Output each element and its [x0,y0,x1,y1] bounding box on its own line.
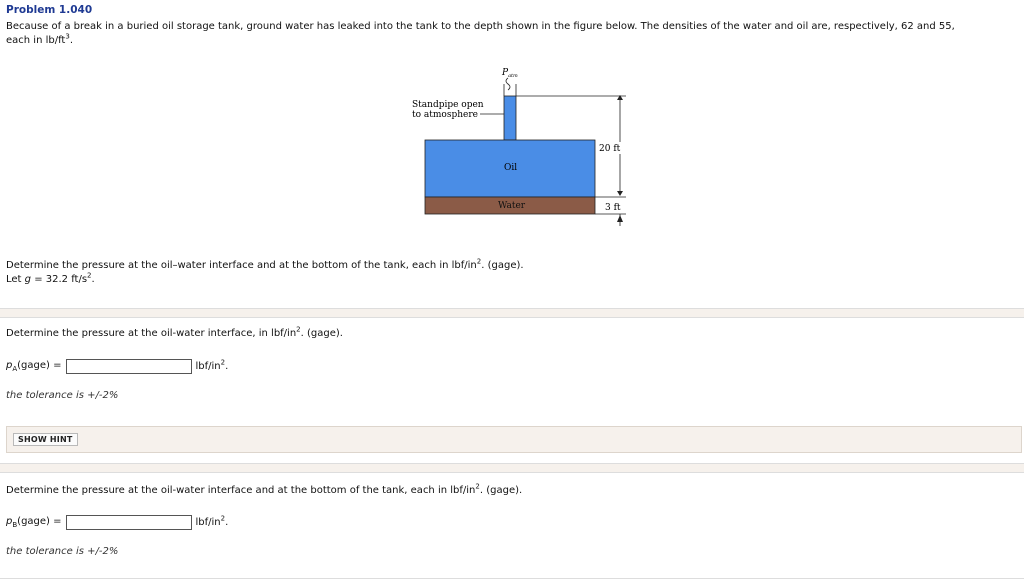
part-a-question: Determine the pressure at the oil-water interface, in lbf/$in^2$. (gage). [6,325,343,339]
part-a-answer-input[interactable] [66,359,192,374]
hint-bar [6,426,1022,453]
dim-total-label: 20 ft [599,144,621,154]
intro-line1: Because of a break in a buried oil storage tank, ground water has leaked into the tank to the depth shown in the figure below. The densities of the water and oil are, respectively, 62 and 55, [6,21,955,32]
part-a-tolerance: the tolerance is +/-2% [6,390,119,401]
water-label: Water [498,201,526,211]
part-a-unit: lbf/$in^2$. [195,358,229,372]
oil-label: Oil [504,163,518,173]
intro-line2: each in $lb/ft^3$. [6,32,74,46]
problem-intro [6,20,1018,48]
show-hint-button[interactable]: SHOW HINT [13,433,78,446]
section-divider [0,578,1024,579]
patm-label: $P_{atm}$ [502,68,518,79]
dim-water-label: 3 ft [605,203,621,213]
section-band [0,464,1024,472]
part-b-answer-row [6,515,228,530]
standpipe-label-2: to atmosphere [412,110,478,120]
main-question [6,259,524,287]
main-question-line1: Determine the pressure at the oil–water interface and at the bottom of the tank, each in lbf/$in^2$. (gage). [6,257,524,271]
part-a-label: $p_A(gage)$ = [6,360,62,373]
standpipe-label-1: Standpipe open [412,100,484,110]
part-b-unit: lbf/$in^2$. [195,514,229,528]
part-a-answer-row [6,359,228,374]
section-divider [0,317,1024,318]
part-b-label: $p_B(gage)$ = [6,516,62,529]
main-question-line2: Let g = 32.2 $ft/s^2$. [6,271,95,285]
section-band [0,309,1024,317]
section-divider [0,472,1024,473]
part-b-question: Determine the pressure at the oil-water interface and at the bottom of the tank, each in lbf/$in^2$. (gage). [6,482,523,496]
standpipe [504,96,516,140]
tank-figure [400,62,640,232]
part-b-answer-input[interactable] [66,515,192,530]
patm-arrow [506,78,510,90]
part-b-tolerance: the tolerance is +/-2% [6,546,119,557]
problem-title: Problem 1.040 [6,4,93,16]
